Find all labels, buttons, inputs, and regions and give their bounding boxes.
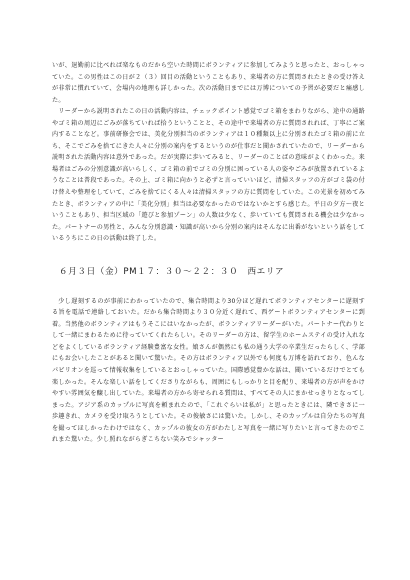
entry-date-heading: ６月３日（金）PM１７：３０〜２２：３０ 西エリア xyxy=(59,266,285,277)
section-second-entry xyxy=(52,296,365,446)
body-paragraph: リーダーから説明されたこの日の活動内容は、チェックポイント感覚でゴミ箱をまわりながら、途中の通路やゴミ箱の周辺にごみが落ちていれば拾うということと、その途中で来場者の方に質問されれば、丁寧にご案内することなど。事前研修会では、美化分別担当のボランティアは１０種類以上に分別されたゴミ箱の前に立ち、そこでごみを捨てにきた人々に分別の案内をするというのが仕事だと聞かされていたので、リーダーから説明された活動内容は意外であった。だが実際に歩いてみると、リーダーのことばの意味がよくわかった。来場者はごみの分別意識が高いらしく、ゴミ箱の前でゴミの分別に困っている人の姿やごみが放置されているようなことは普段であった。その上、ゴミ箱に向かうと必ずと言っていいほど、清掃スタッフの方がゴミ袋の付け替えや整理をしていて、ごみを捨てにくる人々は清掃スタッフの方に質問をしていた。この光景を初めてみたとき、ボランティアの中に「美化分別」担当は必要なかったのではないかとすら感じた。平日の夕方〜夜ということもあり、担当区域の「遊びと参加ゾーン」の人数は少なく、歩いていても質問される機会は少なかった。パートナーの男性と、みんな分別意識・知識が高いから分別の案内はそんなに出番がないという話をしているうちにこの日の活動は終了した。 xyxy=(52,108,365,243)
body-paragraph: 少し遅刻するのが事前にわかっていたので、集合時間より30分ほど遅れてボランティアセンターに遅刻する旨を電話で連絡しておいた。だから集合時間より３０分近く遅れて、西ゲートボランティアセンターに到着。当然他のボランティアはもうそこにはいなかったが、ボランティアリーダーがいた。パートナー代わりとして一緒にまわるために待っていてくれたらしい。そのリーダーの方は、留学生のホームステイの受け入れなどをよくしているボランティア経験豊富な女性。娘さんが偶然にも私の通う大学の卒業生だったらしく、学部にもお会いしたことがあると聞いて驚いた。その方はボランティア以外でも何度も万博を訪れており、色んなパビリオンを巡って情報収集をしているとおっしゃっていた。国際感覚豊かな話は、聞いているだけでとても楽しかった。そんな楽しい話をしてくださりながらも、周囲にもしっかりと目を配り、来場者の方が声をかけやすい雰囲気を醸し出していた。来場者の方から寄せられる質問は、すべてその人にまかせっきりとなってしまった。アジア系のカップルに写真を頼まれたので、「これぐらいは私が」と思ったときには、隣できさに一歩趣きれ、カメラを受け取ろうとしていた。その俊敏さには驚いた。しかし、そのカップルは自分たちの写真を撮ってほしかったわけではなく、カップルの彼女の方がわたしと写真を一緒に写りたいと言ってきたのでこれまた驚いた。少し照れながらぎこちない笑みでシャッター xyxy=(52,297,365,444)
section-first-entry xyxy=(52,60,365,245)
body-paragraph: いが、退勤前に比べれば楽なものだから空いた時間にボランティアに参加してみようと思ったと、おっしゃっていた。この男性はこの日が２（３）回目の活動ということもあり、来場者の方に質問されたときの受け答えが非常に慣れていて、会場内の地理も詳しかった。次の活動日までには万博についての予習が必要だと痛感した。 xyxy=(52,62,365,104)
